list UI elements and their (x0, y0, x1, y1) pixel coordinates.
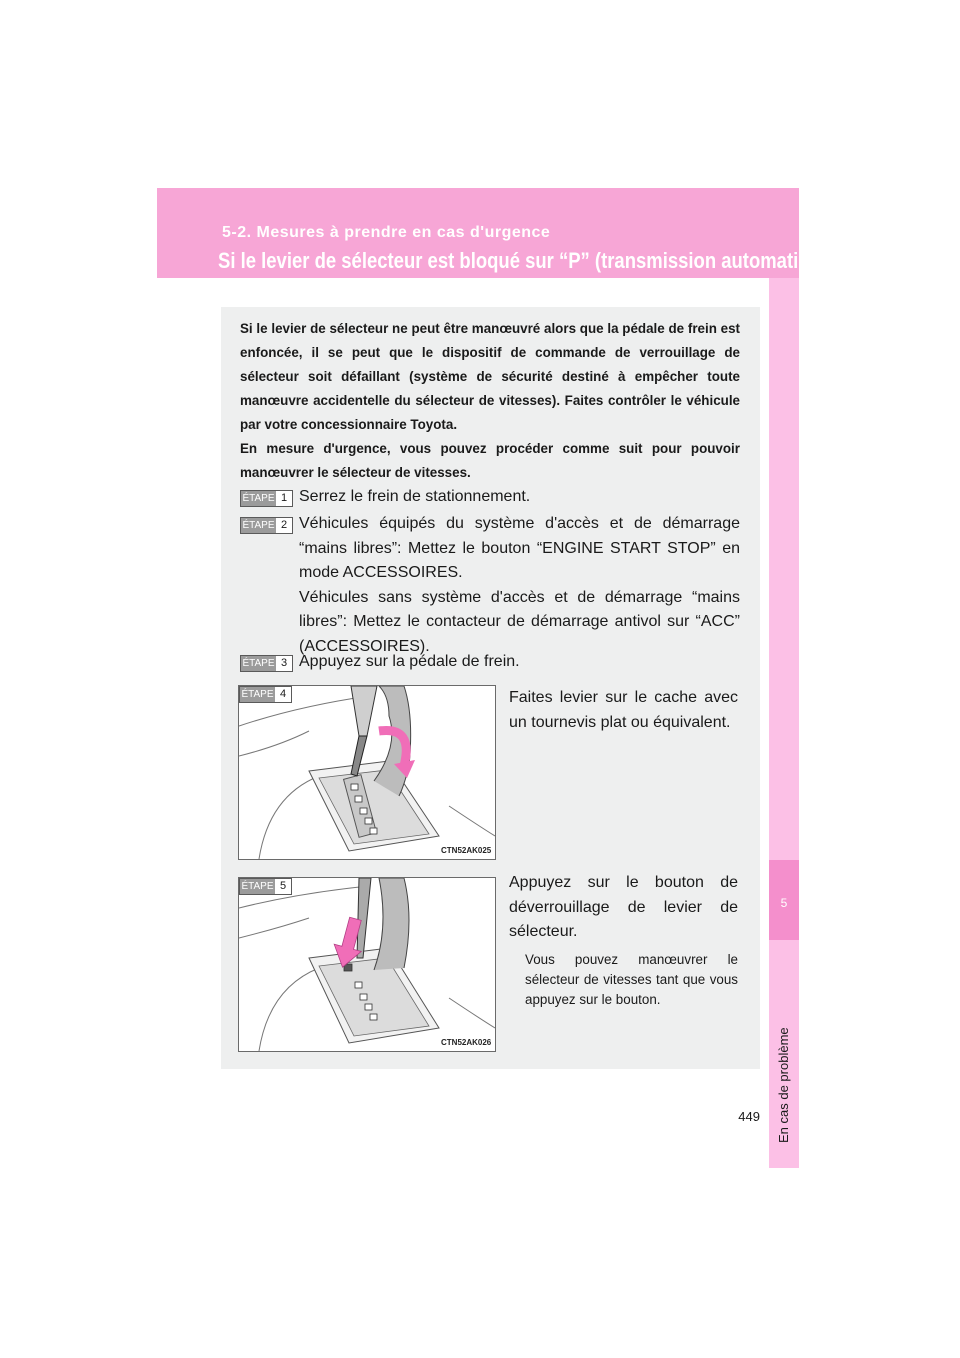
step-5-note-text: Vous pouvez manœuvrer le sélecteur de vitesses tant que vous appuyez sur le bouton. (525, 952, 738, 1007)
step-label: ÉTAPE (242, 520, 275, 531)
step-number: 3 (280, 657, 288, 669)
step-3-text: Appuyez sur la pédale de frein. (299, 653, 520, 670)
shift-console-illustration (239, 878, 495, 1051)
step-badge-1 (240, 490, 293, 507)
chapter-label: En cas de problème (776, 1027, 791, 1143)
step-label: ÉTAPE (242, 493, 275, 504)
step-5-text (509, 871, 738, 945)
step-number: 1 (280, 492, 288, 504)
step-badge-2 (240, 517, 293, 534)
intro-paragraph-1: Si le levier de sélecteur ne peut être manœuvré alors que la pédale de frein est enfoncée, il se peut que le dispositif de commande de verrouillage de sélecteur soit défaillant (système de sécurité destiné à empêcher toute manœuvre accidentelle du sélecteur de vitesses). Faites contrôler le véhicule par votre concessionnaire Toyota. (240, 321, 740, 432)
section-heading: 5-2. Mesures à prendre en cas d'urgence (222, 224, 551, 241)
step-label: ÉTAPE (241, 881, 274, 892)
step-badge-5 (239, 878, 292, 895)
step-2-text-b: Véhicules sans système d'accès et de démarrage “mains libres”: Mettez le contacteur de démarrage antivol sur “ACC” (ACCESSOIRES). (299, 588, 740, 655)
chapter-number: 5 (780, 896, 788, 910)
intro-paragraph-2: En mesure d'urgence, vous pouvez procéder comme suit pour pouvoir manœuvrer le sélecteur de vitesses. (240, 441, 740, 480)
chapter-number-tab (769, 860, 799, 940)
step-4-text-body: Faites levier sur le cache avec un tournevis plat ou équivalent. (509, 689, 738, 731)
page-title: Si le levier de sélecteur est bloqué sur “P” (transmission automatique) (218, 248, 838, 273)
step-2-text (299, 512, 740, 659)
intro-text (240, 317, 740, 485)
step-label: ÉTAPE (241, 689, 274, 700)
figure-step-4 (238, 685, 496, 860)
step-badge-4 (239, 686, 292, 703)
step-5-note (525, 950, 738, 1010)
step-1-text: Serrez le frein de stationnement. (299, 488, 531, 505)
figure-code: CTN52AK025 (441, 846, 492, 855)
page-number: 449 (738, 1109, 760, 1124)
step-badge-3 (240, 655, 293, 672)
step-2-text-a: Véhicules équipés du système d'accès et de démarrage “mains libres”: Mettez le bouton “ENGINE START STOP” en mode ACCESSOIRES. (299, 515, 740, 581)
chapter-label-tab (776, 943, 792, 1153)
step-number: 2 (280, 519, 288, 531)
step-label: ÉTAPE (242, 658, 275, 669)
figure-code: CTN52AK026 (441, 1038, 492, 1047)
step-5-text-body: Appuyez sur le bouton de déverrouillage de levier de sélecteur. (509, 874, 738, 940)
shift-console-illustration (239, 686, 495, 859)
step-4-text (509, 686, 738, 735)
figure-step-5 (238, 877, 496, 1052)
step-number: 5 (279, 880, 287, 892)
step-number: 4 (279, 688, 287, 700)
